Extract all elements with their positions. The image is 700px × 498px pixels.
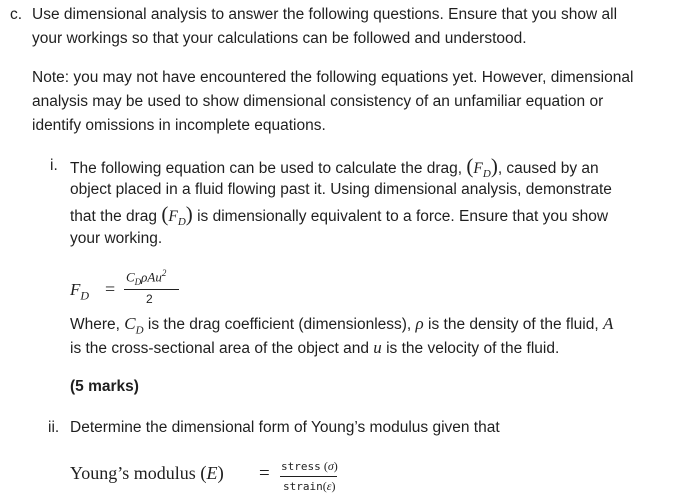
area-symbol: A <box>602 314 614 333</box>
note-line-3: identify omissions in incomplete equations. <box>32 117 326 134</box>
part-c-instruction-line-2: your workings so that your calculations can be followed and understood. <box>32 30 527 47</box>
part-c-instruction-line-1: Use dimensional analysis to answer the following questions. Ensure that you show all <box>32 6 618 23</box>
drag-equation-fraction-bar <box>124 289 179 290</box>
where-line-1: Where, $C_D$ is the drag coefficient (dimensionless), ρ is the density of the fluid, A <box>70 314 614 337</box>
youngs-equation-numerator: stress (σ) <box>281 459 338 473</box>
drag-symbol-2: $F_D$ <box>168 208 186 229</box>
drag-equation-numerator: $C_D\rho Au^2$ <box>126 268 167 287</box>
marks-label: (5 marks) <box>70 378 139 395</box>
youngs-equation-fraction-bar <box>280 476 337 477</box>
question-i-line-1: The following equation can be used to calculate the drag, $(F_D)$, caused by an <box>70 154 599 181</box>
drag-symbol: $F_D$ <box>473 160 491 181</box>
drag-equation-equals: = <box>105 279 116 299</box>
question-ii-text: Determine the dimensional form of Young’s modulus given that <box>70 419 500 436</box>
question-i-line-4: your working. <box>70 230 163 247</box>
drag-coefficient-symbol: $C_D$ <box>124 314 144 337</box>
velocity-symbol: u <box>373 338 382 357</box>
question-i-line-2: object placed in a fluid flowing past it. Using dimensional analysis, demonstrate <box>70 181 612 198</box>
note-line-1: Note: you may not have encountered the following equations yet. However, dimensional <box>32 69 634 86</box>
question-i-line-3: that the drag $(F_D)$ is dimensionally equivalent to a force. Ensure that you show <box>70 202 609 229</box>
question-ii-label: ii. <box>48 419 60 436</box>
note-line-2: analysis may be used to show dimensional consistency of an unfamiliar equation or <box>32 93 604 110</box>
rho-symbol: ρ <box>415 314 424 333</box>
youngs-equation-lhs: Young’s modulus (E) <box>70 463 224 484</box>
question-i-label: i. <box>50 157 58 174</box>
drag-equation-lhs: $F_D$ <box>70 280 90 303</box>
youngs-equation-denominator: strain(ε) <box>283 479 336 493</box>
youngs-equation-equals: = <box>259 463 270 484</box>
where-line-2: is the cross-sectional area of the object and u is the velocity of the fluid. <box>70 338 560 357</box>
part-c-label: c. <box>10 6 23 23</box>
drag-equation-denominator: 2 <box>146 292 153 306</box>
